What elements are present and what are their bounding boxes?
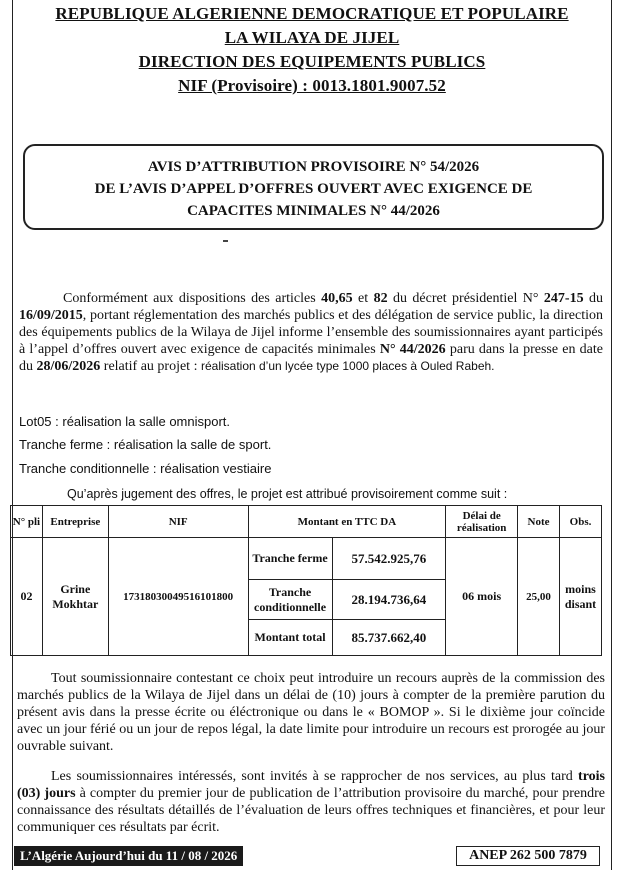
header-entreprise: Entreprise: [42, 506, 108, 538]
document-page: [12, 0, 612, 870]
cell-total-value: 85.737.662,40: [332, 620, 446, 656]
publication-source: L’Algérie Aujourd’hui du 11 / 08 / 2026: [14, 846, 243, 866]
cell-no-pli: 02: [11, 538, 43, 656]
cell-note: 25,00: [518, 538, 560, 656]
header-delai: Délai de réalisation: [446, 506, 518, 538]
tranche-ferme-line: Tranche ferme : réalisation la salle de sport.: [19, 437, 272, 452]
header-note: Note: [518, 506, 560, 538]
cell-tranche-cond-value: 28.194.736,64: [332, 580, 446, 620]
title-line-3: CAPACITES MINIMALES N° 44/2026: [187, 203, 440, 219]
tranche-conditionnelle-line: Tranche conditionnelle : réalisation vestiaire: [19, 461, 272, 476]
judgement-line: Qu’après jugement des offres, le projet est attribué provisoirement comme suit :: [67, 487, 508, 501]
divider-mark: [223, 240, 228, 242]
header-nif: NIF: [108, 506, 248, 538]
header-republic: REPUBLIQUE ALGERIENNE DEMOCRATIQUE ET POPULAIRE: [55, 4, 569, 23]
cell-delai: 06 mois: [446, 538, 518, 656]
anep-reference: ANEP 262 500 7879: [456, 846, 600, 866]
cell-tranche-ferme-value: 57.542.925,76: [332, 538, 446, 580]
header-wilaya: LA WILAYA DE JIJEL: [224, 28, 400, 47]
table-row: [11, 538, 602, 580]
cell-entreprise: Grine Mokhtar: [42, 538, 108, 656]
cell-nif: 17318030049516101800: [108, 538, 248, 656]
attribution-table: [10, 505, 602, 656]
header-obs: Obs.: [560, 506, 602, 538]
cell-tranche-ferme-label: Tranche ferme: [248, 538, 332, 580]
table-header-row: [11, 506, 602, 538]
header-no-pli: N° pli: [11, 506, 43, 538]
header-direction: DIRECTION DES EQUIPEMENTS PUBLICS: [138, 52, 486, 71]
title-line-2: DE L’AVIS D’APPEL D’OFFRES OUVERT AVEC EXIGENCE DE: [94, 181, 533, 197]
title-line-1: AVIS D’ATTRIBUTION PROVISOIRE N° 54/2026: [147, 159, 480, 175]
title-box: [23, 144, 604, 230]
intro-paragraph: Conformément aux dispositions des articles 40,65 et 82 du décret présidentiel N° 247-15 du 16/09/2015, portant réglementation des marchés publics et des délégation de service public, la direction des équipements publics de la Wilaya de Jijel informe l’ensemble des soumissionnaires ayant participés à l’appel d’offres ouvert avec exigence de capacités minimales N° 44/2026 paru dans la presse en date du 28/06/2026 relatif au projet : réalisation d’un lycée type 1000 places à Ouled Rabeh.: [19, 291, 604, 374]
cell-obs: moins disant: [560, 538, 602, 656]
recours-paragraph: Tout soumissionnaire contestant ce choix peut introduire un recours auprès de la commission des marchés publics de la Wilaya de Jijel dans un délai de (10) jours à compter de la première parution du présent avis dans la presse écrite ou éléctronique ou dans le « BOMOP ». Si le dixième jour coïncide avec un jour férié ou un jour de repos légal, la date limite pour introduire un recours est prorogée au jour ouvrable suivant.: [17, 671, 605, 754]
header-nif: NIF (Provisoire) : 0013.1801.9007.52: [178, 76, 446, 95]
header-montant: Montant en TTC DA: [248, 506, 446, 538]
invitation-paragraph: Les soumissionnaires intéressés, sont invités à se rapprocher de nos services, au plus tard trois (03) jours à compter du premier jour de publication de l’attribution provisoire du marché, pour prendre connaissance des résultats détaillés de l’évaluation de leurs offres techniques et financières, et pour leur communiquer ces résultats par écrit.: [17, 769, 605, 835]
lot-line: Lot05 : réalisation la salle omnisport.: [19, 414, 231, 429]
cell-tranche-cond-label: Tranche conditionnelle: [248, 580, 332, 620]
cell-total-label: Montant total: [248, 620, 332, 656]
